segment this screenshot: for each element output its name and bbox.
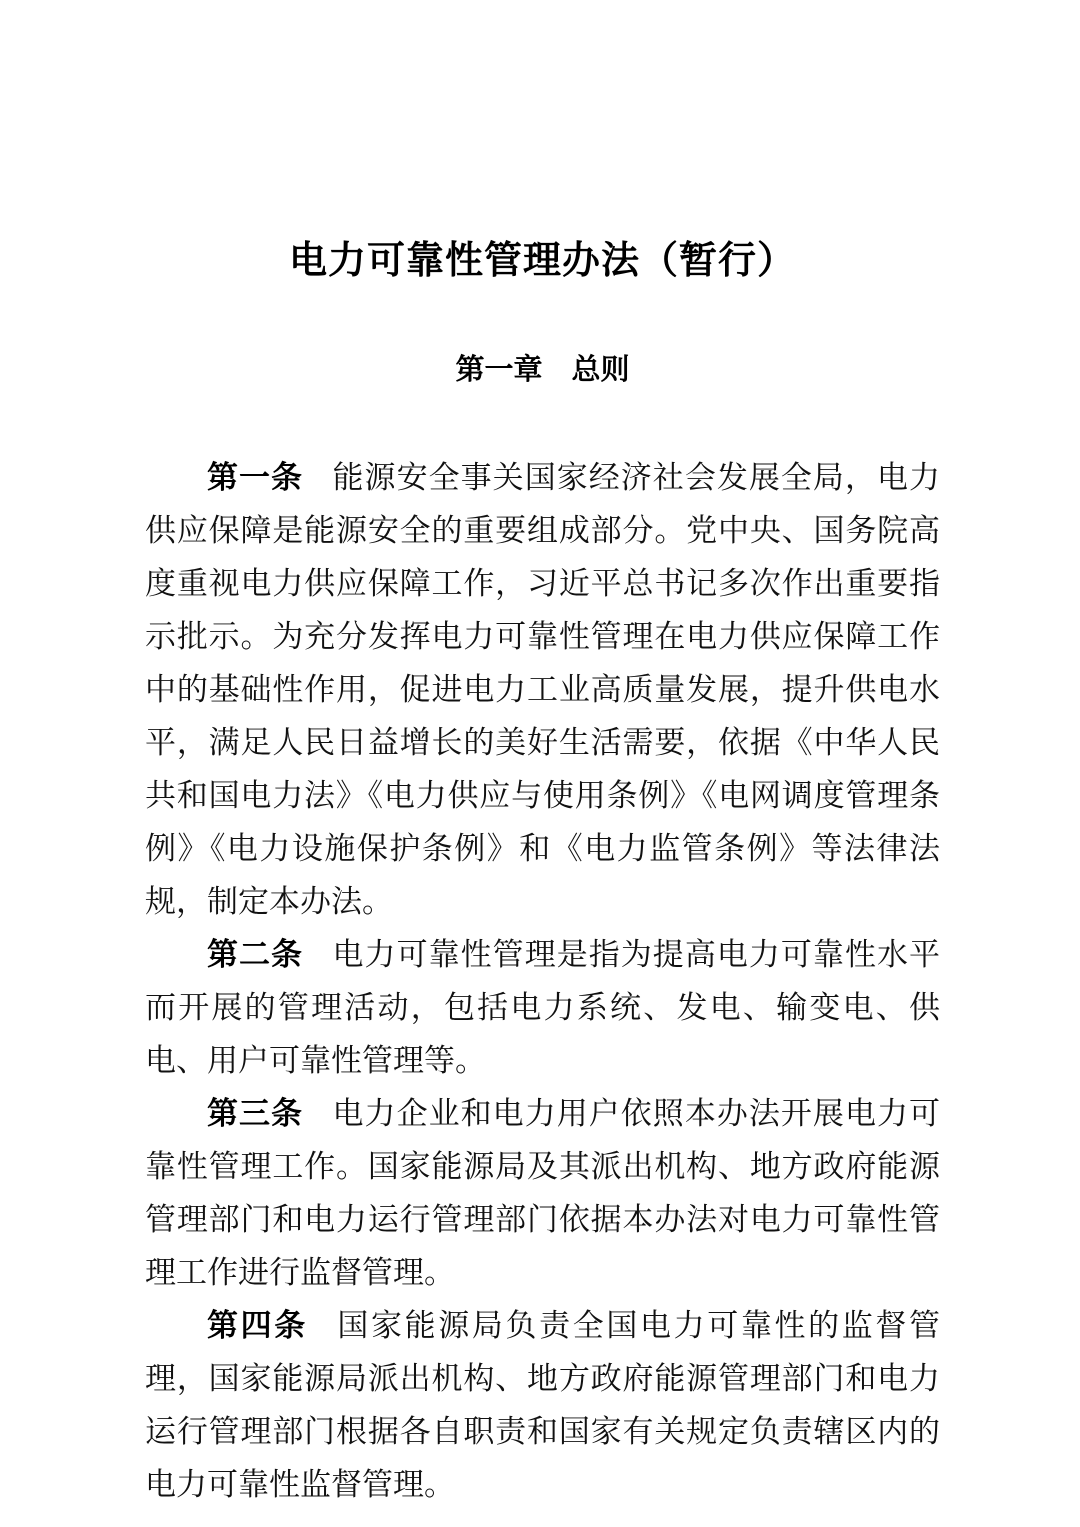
- article-text: 电力企业和电力用户依照本办法开展电力可靠性管理工作。国家能源局及其派出机构、地方政府能源管理部门和电力运行管理部门依据本办法对电力可靠性管理工作进行监督管理。: [145, 1096, 941, 1292]
- article-number: 第二条: [207, 937, 304, 974]
- article-paragraph: [145, 452, 940, 929]
- document-title: 电力可靠性管理办法（暂行）: [288, 237, 796, 282]
- article-text: 电力可靠性管理是指为提高电力可靠性水平而开展的管理活动，包括电力系统、发电、输变电、供电、用户可靠性管理等。: [145, 937, 941, 1080]
- article-paragraph: [145, 929, 940, 1088]
- article-number: 第三条: [207, 1096, 304, 1133]
- article-paragraph: [145, 1088, 940, 1300]
- chapter-heading: 第一章 总则: [455, 351, 630, 386]
- article-paragraph: [145, 1300, 940, 1512]
- article-list: [145, 452, 940, 1512]
- article-number: 第四条: [207, 1308, 308, 1345]
- article-text: 国家能源局负责全国电力可靠性的监督管理，国家能源局派出机构、地方政府能源管理部门和电力运行管理部门根据各自职责和国家有关规定负责辖区内的电力可靠性监督管理。: [145, 1308, 941, 1504]
- article-number: 第一条: [207, 460, 304, 497]
- article-text: 能源安全事关国家经济社会发展全局，电力供应保障是能源安全的重要组成部分。党中央、国务院高度重视电力供应保障工作，习近平总书记多次作出重要指示批示。为充分发挥电力可靠性管理在电力供应保障工作中的基础性作用，促进电力工业高质量发展，提升供电水平，满足人民日益增长的美好生活需要，依据《中华人民共和国电力法》《电力供应与使用条例》《电网调度管理条例》《电力设施保护条例》和《电力监管条例》等法律法规，制定本办法。: [145, 460, 941, 921]
